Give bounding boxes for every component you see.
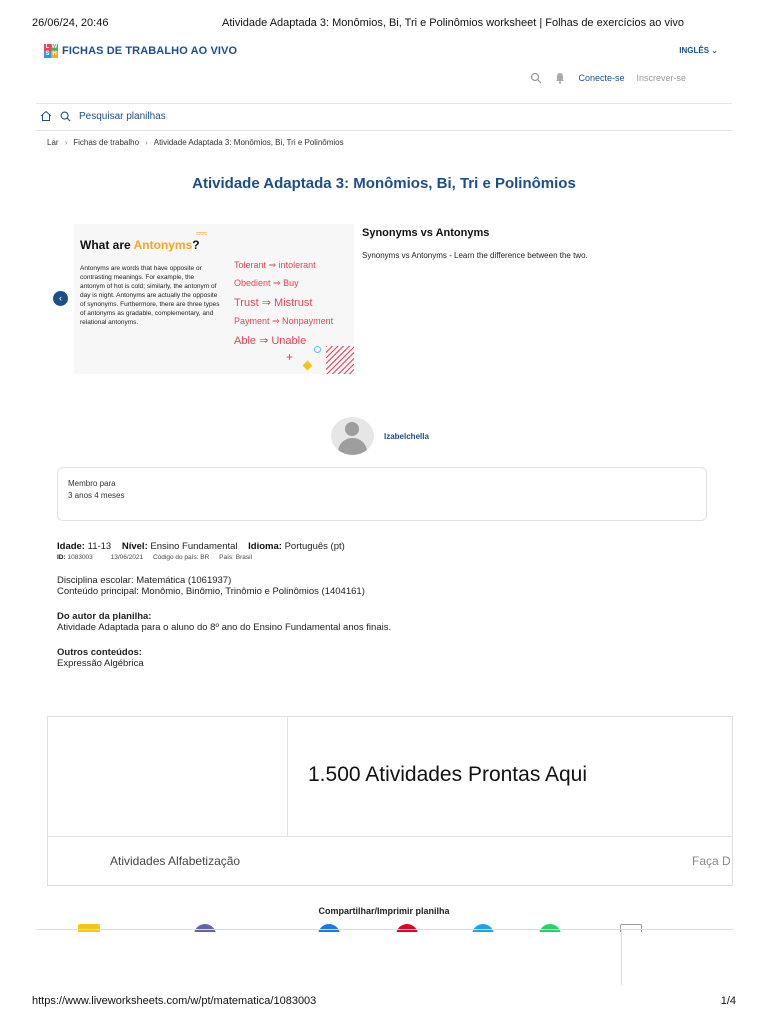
date-value: 13/06/2021 [110, 554, 144, 561]
chevron-right-icon: › [145, 138, 148, 147]
search-icon [60, 111, 71, 122]
bell-icon[interactable] [554, 72, 566, 84]
site-logo[interactable] [44, 44, 237, 58]
language-label: INGLÊS [679, 46, 710, 55]
wave-decoration-icon: ≈≈≈ [196, 229, 207, 238]
author-note-heading: Do autor da planilha: [57, 611, 152, 622]
ad-link-literacy[interactable]: Atividades Alfabetização [110, 854, 241, 868]
facebook-icon[interactable] [318, 924, 340, 932]
diamond-decoration-icon [303, 361, 313, 371]
share-title: Compartilhar/Imprimir planilha [318, 906, 450, 916]
member-label: Membro para [68, 479, 116, 488]
ad-divider [48, 836, 733, 837]
author-note-section [57, 611, 707, 633]
main-content-text: Conteúdo principal: Monômio, Binômio, Trinômio e Polinômios (1404161) [57, 586, 365, 597]
id-label: ID: [57, 554, 66, 561]
ad-banner[interactable] [47, 716, 733, 886]
pinterest-icon[interactable] [396, 924, 418, 932]
age-label: Idade: [57, 541, 85, 552]
print-page-number: 1/4 [720, 995, 736, 1007]
share-icons-row [36, 922, 733, 932]
logo-letter: L [45, 44, 50, 50]
ad-image-area [48, 717, 288, 836]
id-value: 1083003 [67, 554, 93, 561]
print-url: https://www.liveworksheets.com/w/pt/matematica/1083003 [32, 995, 317, 1007]
subject-section [57, 575, 707, 597]
logo-letter: W [51, 44, 58, 50]
share-divider [36, 929, 733, 930]
circle-decoration-icon [314, 346, 321, 353]
level-value: Ensino Fundamental [150, 541, 238, 552]
member-box [57, 467, 707, 521]
slide-image[interactable] [74, 224, 354, 374]
meta-secondary [57, 554, 707, 561]
heading-highlight: Antonyms [133, 238, 193, 252]
whatsapp-icon[interactable] [539, 924, 561, 932]
print-icon[interactable] [620, 924, 642, 932]
plus-decoration-icon: + [286, 350, 294, 364]
carousel-prev-button[interactable] [53, 291, 68, 306]
twitter-icon[interactable] [472, 924, 494, 932]
logo-letter: H [52, 51, 57, 57]
slide-description: Synonyms vs Antonyms - Learn the difference between the two. [362, 251, 588, 260]
page-title: Atividade Adaptada 3: Monômios, Bi, Tri e Polinômios [192, 175, 576, 192]
slide-image-definition: Antonyms are words that have opposite or contrasting meanings. For example, the antonym of hot is cold; similarly, the antonym of day is night. Antonyms are actually the opposite of synonyms. Furthermore, there are three types of antonyms as gradable, complementary, and relational antonyms. [80, 265, 220, 326]
print-date: 26/06/24, 20:46 [32, 17, 109, 29]
country-code: Código do país: BR [152, 554, 210, 561]
language-meta-label: Idioma: [248, 541, 282, 552]
other-content-section [57, 647, 707, 669]
other-content-heading: Outros conteúdos: [57, 647, 142, 658]
antonym-pair: Obedient ⇒ Buy [234, 278, 299, 288]
heading-prefix: What are [80, 238, 134, 252]
ad-headline[interactable]: 1.500 Atividades Prontas Aqui [308, 763, 588, 786]
breadcrumb [47, 138, 344, 147]
country-value: País: Brasil [219, 554, 253, 561]
author-note-text: Atividade Adaptada para o aluno do 8º ano do Ensino Fundamental anos finais. [57, 622, 392, 633]
subject-text: Disciplina escolar: Matemática (1061937) [57, 575, 232, 586]
stripes-decoration-icon [326, 346, 354, 374]
search-divider [36, 130, 732, 131]
worksheet-meta [57, 541, 707, 669]
search-icon[interactable] [530, 72, 542, 84]
share-vertical-divider [621, 930, 622, 985]
site-header [44, 44, 732, 104]
logo-letter: S [45, 51, 50, 57]
slide-title[interactable]: Synonyms vs Antonyms [362, 227, 490, 239]
heading-suffix: ? [192, 238, 200, 252]
register-link[interactable]: Inscrever-se [636, 73, 686, 83]
user-tools [530, 72, 686, 84]
teams-icon[interactable] [194, 924, 216, 932]
slide-image-heading [80, 238, 200, 252]
age-value: 11-13 [87, 541, 112, 552]
antonym-pairs [234, 260, 333, 354]
search-bar[interactable] [40, 110, 166, 122]
logo-text: FICHAS DE TRABALHO AO VIVO [62, 45, 238, 57]
google-classroom-icon[interactable] [78, 924, 100, 932]
author-name[interactable]: Izabelchella [384, 431, 429, 441]
level-label: Nível: [121, 541, 148, 552]
breadcrumb-worksheets[interactable]: Fichas de trabalho [73, 138, 140, 147]
header-divider [36, 103, 732, 104]
logo-icon [44, 44, 58, 58]
chevron-right-icon: › [64, 138, 68, 147]
ad-link-right[interactable]: Faça D [692, 854, 731, 868]
other-content-text: Expressão Algébrica [57, 658, 144, 669]
meta-primary [57, 541, 707, 552]
avatar [331, 417, 374, 455]
breadcrumb-current: Atividade Adaptada 3: Monômios, Bi, Tri e Polinômios [153, 138, 344, 147]
breadcrumb-home[interactable]: Lar [47, 138, 59, 147]
chevron-down-icon: ⌄ [711, 46, 718, 55]
antonym-pair: Payment ⇒ Nonpayment [234, 316, 334, 326]
author-card[interactable] [331, 417, 429, 455]
print-title: Atividade Adaptada 3: Monômios, Bi, Tri e Polinômios worksheet | Folhas de exercícios ao vivo [222, 17, 685, 29]
search-label[interactable]: Pesquisar planilhas [79, 110, 166, 122]
language-meta-value: Português (pt) [284, 541, 345, 552]
antonym-pair: Trust ⇒ Mistrust [234, 297, 313, 309]
chevron-left-icon: ‹ [59, 293, 62, 303]
language-selector[interactable] [679, 46, 718, 55]
member-duration: 3 anos 4 meses [68, 491, 125, 500]
antonym-pair: Tolerant ⇒ intolerant [234, 260, 316, 270]
home-icon[interactable] [40, 110, 52, 122]
antonym-pair: Able ⇒ Unable [234, 335, 307, 347]
login-link[interactable]: Conecte-se [578, 73, 625, 83]
id-field [57, 554, 101, 561]
